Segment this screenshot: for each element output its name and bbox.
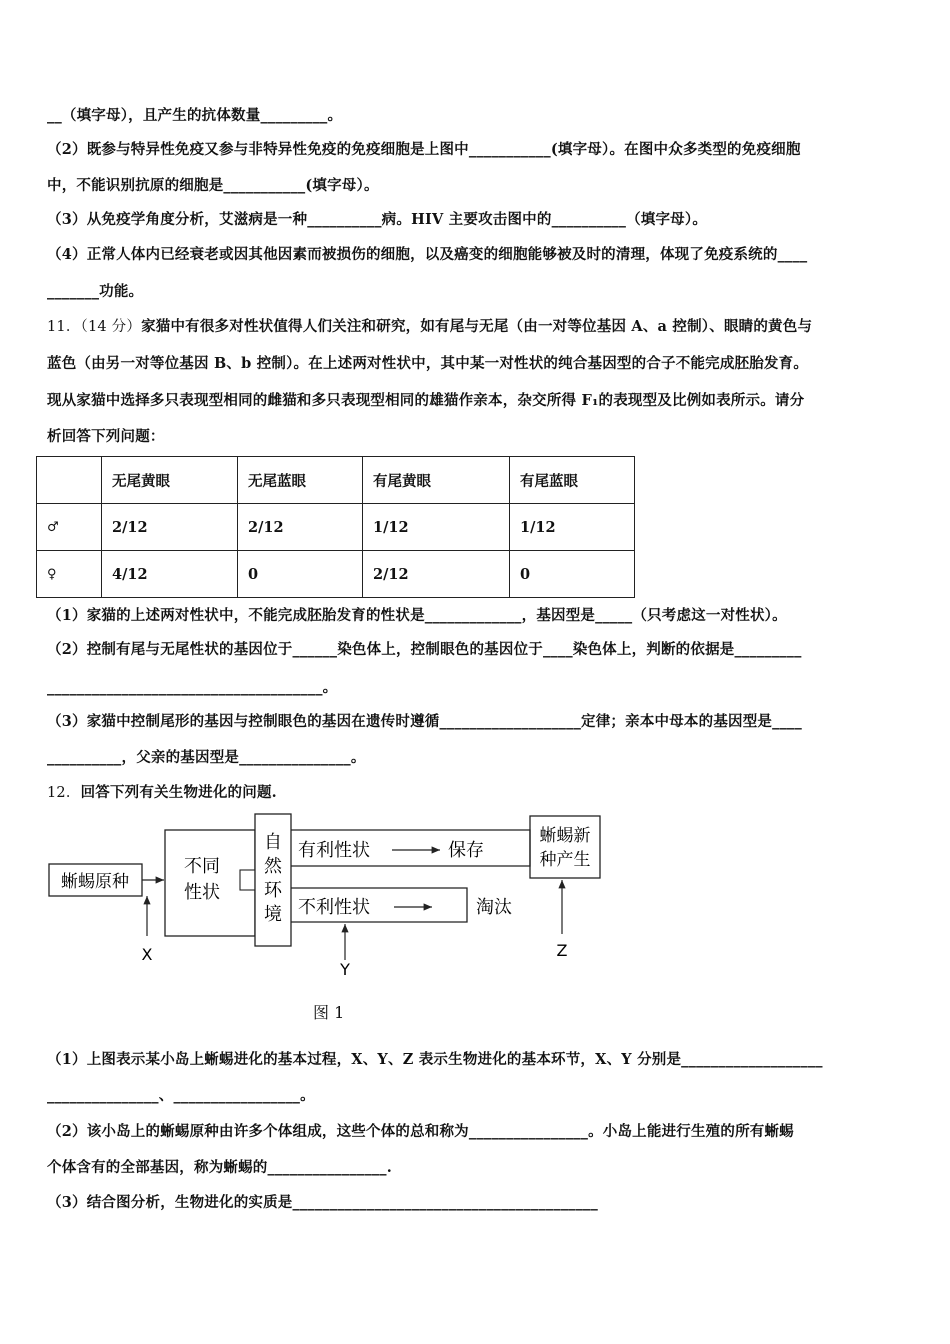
q12-title: 回答下列有关生物进化的问题. (80, 784, 277, 801)
environment-char: 环 (264, 880, 282, 901)
table-header-cell: 有尾黄眼 (363, 457, 510, 504)
figure-caption: 图 1 (313, 1003, 345, 1022)
table-row (37, 504, 635, 551)
y-label: Y (340, 960, 350, 979)
z-label: Z (556, 941, 568, 960)
q11-line-3: 现从家猫中选择多只表现型相同的雌猫和多只表现型相同的雄猫作亲本，杂交所得 F₁的表现型及比例如表所示。请分 (47, 392, 805, 409)
q11-answer-2: （2）控制有尾与无尾性状的基因位于______染色体上，控制眼色的基因位于____染色体上，判断的依据是_________ (47, 641, 802, 658)
table-cell: 4/12 (102, 551, 238, 598)
evolution-diagram (40, 808, 620, 993)
table-cell: 0 (510, 551, 635, 598)
table-header-cell: 无尾蓝眼 (238, 457, 363, 504)
traits-connector (240, 870, 255, 890)
q11-text-1: 家猫中有很多对性状值得人们关注和研究，如有尾与无尾（由一对等位基因 A、a 控制）、眼睛的黄色与 (141, 318, 813, 335)
table-cell: 2/12 (102, 504, 238, 551)
environment-char: 自 (264, 832, 282, 853)
f1-table (36, 456, 635, 598)
q12-answer-3: （3）结合图分析，生物进化的实质是_________________________________________ (47, 1194, 598, 1211)
q11-answer-1: （1）家猫的上述两对性状中，不能完成胚胎发育的性状是_____________，基因型是_____（只考虑这一对性状）。 (47, 607, 787, 624)
table-header-row (37, 457, 635, 504)
table-header-cell: 无尾黄眼 (102, 457, 238, 504)
q11-answer-3b: __________，父亲的基因型是_______________。 (47, 749, 366, 766)
q11-number: 11．（14 分） (47, 319, 142, 335)
environment-char: 境 (264, 904, 282, 925)
table-cell: 2/12 (363, 551, 510, 598)
q12-answer-2: （2）该小岛上的蜥蜴原种由许多个体组成，这些个体的总和称为________________。小岛上能进行生殖的所有蜥蜴 (47, 1123, 794, 1140)
q11-answer-2b: _____________________________________。 (47, 679, 338, 696)
q12-heading (47, 781, 277, 802)
q11-line-1 (47, 315, 812, 336)
q12-answer-2b: 个体含有的全部基因，称为蜥蜴的________________. (47, 1159, 392, 1176)
text-line-1: __（填字母），且产生的抗体数量_________。 (47, 107, 343, 124)
traits-label-2: 性状 (184, 882, 220, 903)
text-line-3: 中，不能识别抗原的细胞是___________(填字母）。 (47, 177, 379, 194)
table-header-cell (37, 457, 102, 504)
q12-answer-1: （1）上图表示某小岛上蜥蜴进化的基本过程，X、Y、Z 表示生物进化的基本环节，X、Y 分别是___________________ (47, 1051, 823, 1068)
eliminate-label: 淘汰 (476, 897, 512, 918)
favorable-label: 有利性状 (298, 840, 370, 861)
keep-label: 保存 (448, 840, 484, 861)
text-line-6: _______功能。 (47, 283, 144, 300)
unfavorable-label: 不利性状 (298, 897, 370, 918)
text-line-2: （2）既参与特异性免疫又参与非特异性免疫的免疫细胞是上图中___________(填字母）。在图中众多类型的免疫细胞 (47, 141, 801, 158)
q11-answer-3: （3）家猫中控制尾形的基因与控制眼色的基因在遗传时遵循___________________定律；亲本中母本的基因型是____ (47, 713, 802, 730)
table-row (37, 551, 635, 598)
new-species-label-1: 蜥蜴新 (539, 826, 591, 846)
new-species-label-2: 种产生 (539, 850, 591, 870)
environment-char: 然 (264, 856, 282, 877)
table-cell: 1/12 (363, 504, 510, 551)
text-line-4: （3）从免疫学角度分析，艾滋病是一种__________病。HIV 主要攻击图中的__________（填字母）。 (47, 211, 708, 228)
male-symbol: ♂ (37, 504, 102, 551)
traits-label-1: 不同 (184, 856, 220, 877)
origin-label: 蜥蜴原种 (61, 872, 129, 892)
q11-line-4: 析回答下列问题： (47, 428, 165, 445)
table-cell: 2/12 (238, 504, 363, 551)
table-header-cell: 有尾蓝眼 (510, 457, 635, 504)
x-label: X (141, 945, 153, 964)
text-line-5: （4）正常人体内已经衰老或因其他因素而被损伤的细胞，以及癌变的细胞能够被及时的清理，体现了免疫系统的____ (47, 246, 808, 263)
table-cell: 0 (238, 551, 363, 598)
q12-answer-1b: _______________、_________________。 (47, 1087, 315, 1104)
table-cell: 1/12 (510, 504, 635, 551)
female-symbol: ♀ (37, 551, 102, 598)
q12-number: 12． (47, 785, 81, 801)
q11-line-2: 蓝色（由另一对等位基因 B、b 控制）。在上述两对性状中，其中某一对性状的纯合基因型的合子不能完成胚胎发育。 (47, 355, 809, 372)
